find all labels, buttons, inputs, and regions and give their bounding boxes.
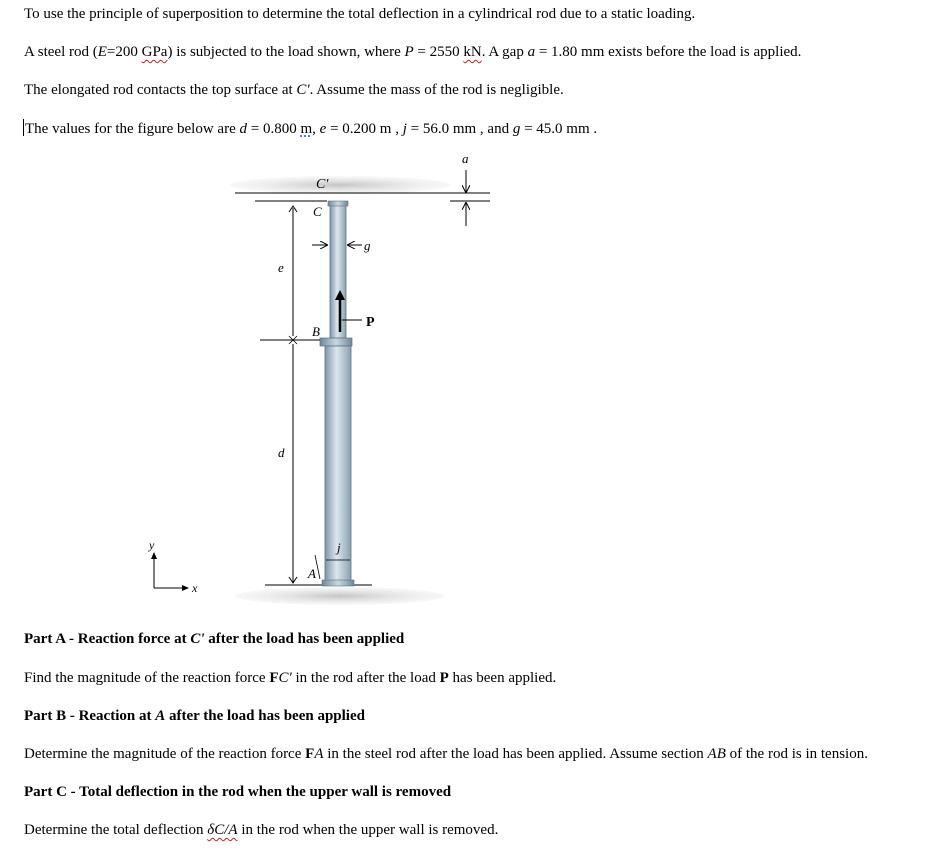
label-j: j (337, 540, 341, 555)
part-c-text (24, 821, 498, 839)
text-span: . A gap (481, 44, 528, 60)
ground (235, 587, 445, 605)
force-symbol: F (269, 670, 279, 686)
text-span: , (312, 121, 320, 137)
point-a: A (155, 708, 166, 724)
text-span: Determine the total deflection (24, 822, 208, 838)
dim-e-symbol: e (319, 121, 327, 137)
text-span: ) is subjected to the load shown, where (167, 44, 405, 60)
text-span: = 45.0 mm . (520, 121, 598, 137)
gap-symbol: a (527, 44, 536, 60)
text-span: = 56.0 mm , and (406, 121, 513, 137)
text-span: Determine the magnitude of the reaction force (24, 746, 306, 762)
point-c-prime: C' (190, 631, 205, 647)
collar-b (320, 338, 352, 346)
label-a: a (462, 151, 469, 166)
text-span: A steel rod ( (24, 44, 98, 60)
label-g: g (364, 238, 371, 253)
text-span: = 1.80 mm exists before the load is applied. (535, 44, 802, 60)
intro-text-1: To use the principle of superposition to determine the total deflection in a cylindrical rod due to a static loading. (24, 6, 696, 22)
rod-top-cap (328, 201, 348, 206)
text-span: in the rod after the load (291, 670, 440, 686)
x-axis-head (182, 585, 189, 591)
part-b-text (24, 745, 868, 763)
top-wall (230, 176, 450, 194)
intro-line-2 (24, 43, 801, 61)
force-subscript: C' (278, 670, 292, 686)
label-c: C (313, 204, 322, 219)
label-d: d (278, 445, 285, 460)
intro-line-3 (24, 81, 564, 99)
label-y: y (149, 538, 155, 552)
text-span: . Assume the mass of the rod is negligible. (309, 82, 564, 98)
unit-kn: kN (463, 44, 482, 60)
text-span: = 0.200 m , (326, 121, 403, 137)
load-symbol: P (404, 44, 414, 60)
part-c-heading (24, 783, 451, 801)
force-subscript: A (314, 746, 324, 762)
text-span: = 2550 (413, 44, 464, 60)
text-span: of the rod is in tension. (725, 746, 868, 762)
label-x: x (192, 581, 198, 595)
intro-line-1 (24, 5, 695, 23)
label-p: P (366, 315, 375, 330)
text-span: in the steel rod after the load has been applied. Assume section (323, 746, 708, 762)
rod-base (322, 580, 354, 586)
unit-gpa: GPa (141, 44, 168, 60)
text-span: The elongated rod contacts the top surface at (24, 82, 297, 98)
text-span: after the load has been applied (165, 708, 365, 724)
unit-m: m (300, 121, 313, 137)
label-a-point: A (308, 566, 316, 581)
rod-upper (330, 205, 346, 338)
deflection-symbol: δC/A (207, 822, 238, 838)
text-span: Part C - Total deflection in the rod when the upper wall is removed (24, 784, 452, 800)
text-span: Part B - Reaction at (24, 708, 156, 724)
text-span: after the load has been applied (204, 631, 405, 647)
label-c-prime: C' (316, 177, 329, 192)
force-symbol: F (305, 746, 315, 762)
dim-g-symbol: g (512, 121, 521, 137)
text-cursor (23, 119, 24, 136)
text-span: in the rod when the upper wall is removed. (237, 822, 499, 838)
text-span: = 0.800 (247, 121, 301, 137)
y-axis-head (151, 552, 157, 559)
rod-figure (140, 150, 520, 620)
intro-line-4 (23, 119, 597, 138)
text-span: Part A - Reaction force at (24, 631, 191, 647)
text-span: Find the magnitude of the reaction force (24, 670, 270, 686)
text-span: The values for the figure below are (25, 121, 240, 137)
text-span: has been applied. (448, 670, 557, 686)
modulus-symbol: E (97, 44, 107, 60)
part-b-heading (24, 707, 365, 725)
label-b: B (312, 324, 320, 339)
part-a-heading (24, 630, 404, 648)
section-ab: AB (707, 746, 726, 762)
point-c-prime: C' (296, 82, 310, 98)
dim-d-symbol: d (239, 121, 247, 137)
label-e: e (278, 260, 284, 275)
load-symbol: P (439, 670, 449, 686)
dim-j-symbol: j (402, 121, 407, 137)
text-span: =200 (106, 44, 142, 60)
part-a-text (24, 669, 556, 687)
